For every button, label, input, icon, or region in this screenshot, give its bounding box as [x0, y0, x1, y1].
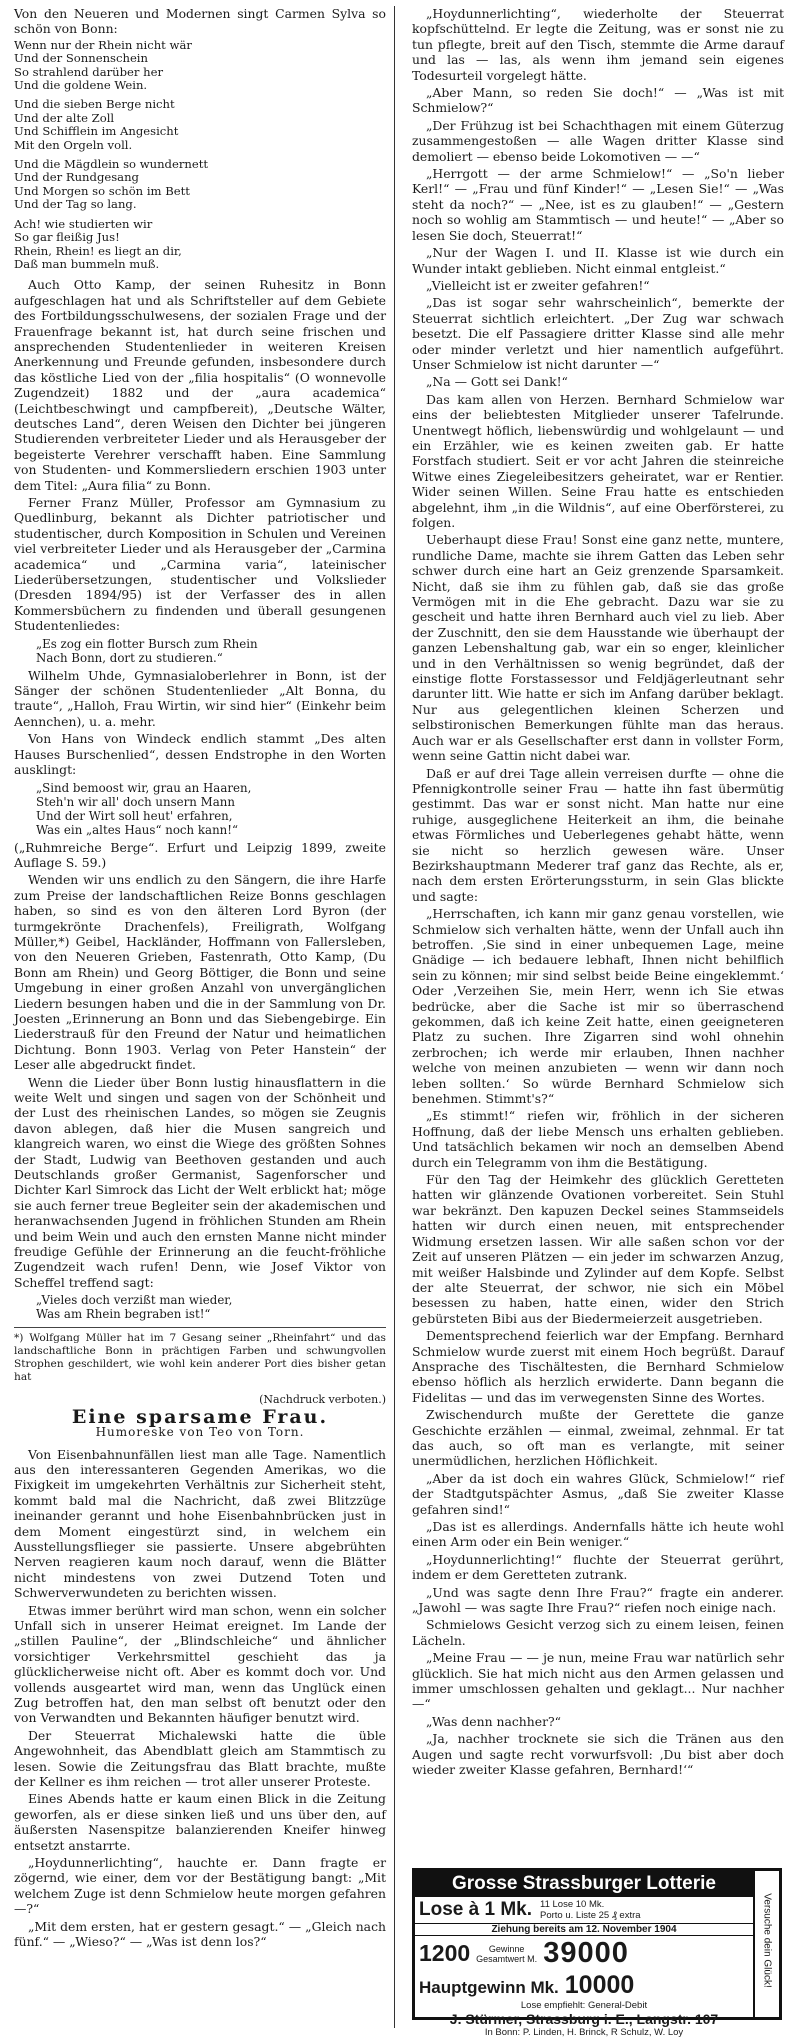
- quote: [36, 637, 386, 665]
- paragraph: „Ja, nachher trocknete sie sich die Tränen aus den Augen und sagte recht vorwurfsvoll: ‚Du bist aber doch wieder zweiter Klasse gefahren, Bernhard!‘“: [412, 1731, 784, 1778]
- ad-local-agents: In Bonn: P. Linden, H. Brinck, R Schulz, W. Loy: [484, 2027, 684, 2038]
- paragraph: „Herrgott — der arme Schmielow!“ — „So'n lieber Kerl!“ — „Frau und fünf Kinder!“ — „Lesen Sie!“ — „Was steht da noch?“ — „Nee, ist es zu glauben!“ — „Gestern noch so wohlig am Stammtisch — und heute!“ — „Aber so lesen Sie doch, Steuerrat!“: [412, 166, 784, 243]
- poem-line: Und der Sonnenschein: [14, 51, 148, 66]
- paragraph: „Aber da ist doch ein wahres Glück, Schmielow!“ rief der Stadtgutspächter Asmus, „daß Sie zweiter Klasse gefahren sind!“: [412, 1470, 784, 1517]
- paragraph: Wilhelm Uhde, Gymnasialoberlehrer in Bonn, ist der Sänger der schönen Studentenlieder „Alt Bonna, du traute“, „Halloh, Frau Wirtin, wir sind hier“ (Einkehr beim Aennchen), u. a. mehr.: [14, 667, 386, 729]
- paragraph: Das kam allen von Herzen. Bernhard Schmielow war eins der beliebtesten Mitglieder unserer Tafelrunde. Unentwegt höflich, liebenswürdig und wohlgelaunt — und ein Erzähler, wie es keinen zweiten gab. Er hatte Forstfach studiert. Seit er vor acht Jahren die steinreiche Witwe eines Ziegeleibesitzers geheiratet, war er Rentier. Wider seinen Willen. Seine Frau hatte es entschieden abgelehnt, ihm „in die Wildnis“, auf eine Oberförsterei, zu folgen.: [412, 391, 784, 530]
- right-column: [412, 6, 784, 1780]
- paragraph: Schmielows Gesicht verzog sich zu einem leisen, feinen Lächeln.: [412, 1617, 784, 1648]
- paragraph: Von den Neueren und Modernen singt Carmen Sylva so schön von Bonn:: [14, 6, 386, 37]
- paragraph: Dementsprechend feierlich war der Empfang. Bernhard Schmielow wurde zuerst mit einem Hoch begrüßt. Darauf Ansprache des Tischältesten, die Bernhard Schmielow ebenso höflich als herzlich erwiderte. Dann begann die Fidelitas — und das im verwegensten Sinne des Wortes.: [412, 1328, 784, 1405]
- paragraph: „Was denn nachher?“: [426, 1713, 561, 1729]
- poem-stanza: [14, 218, 386, 272]
- poem-carmen-sylva: [14, 39, 386, 272]
- ad-main-prize-row: [415, 1971, 753, 2000]
- ad-draw-date: Ziehung bereits am 12. November 1904: [415, 1923, 753, 1936]
- paragraph: „Vielleicht ist er zweiter gefahren!“: [426, 277, 650, 293]
- paragraph: „Hoydunnerlichting!“ fluchte der Steuerrat gerührt, indem er dem Geretteten zutrank.: [412, 1551, 784, 1583]
- column-rule: [394, 6, 395, 2028]
- ad-prize-label: [476, 1944, 537, 1964]
- lottery-advertisement: [412, 1868, 782, 2038]
- ad-side-text: Versuche dein Glück!: [761, 1893, 773, 1988]
- ad-gesamtwert: Gesamtwert M.: [476, 1953, 538, 1964]
- quote-line: Und der Wirt soll heut' erfahren,: [36, 808, 233, 823]
- poem-line: Daß man bummeln muß.: [14, 256, 160, 271]
- poem-stanza: [14, 98, 386, 152]
- quote-line: „Vieles doch verzißt man wieder,: [36, 1293, 233, 1308]
- ad-header: Grosse Strassburger Lotterie: [415, 1871, 753, 1897]
- poem-line: So strahlend darüber her: [14, 64, 164, 79]
- paragraph: „Hoydunnerlichting“, wiederholte der Steuerrat kopfschüttelnd. Er legte die Zeitung, was er sonst nie zu tun pflegte, breit auf den Tisch, stemmte die Arme darauf und las — las, als wenn ihm jemand sein eigenes Todesurteil vorgelegt hätte.: [412, 6, 784, 83]
- ad-side-slogan: [753, 1871, 779, 2017]
- story-subtitle: Humoreske von Teo von Torn.: [95, 1425, 305, 1440]
- paragraph: „Herrschaften, ich kann mir ganz genau vorstellen, wie Schmielow sich verhalten hätte, wenn der Unfall auch ihn betroffen. ‚Sie sind in einer unbequemen Lage, meine Gnädige — ich bedauere lebhaft, Ihnen nicht behilflich sein zu können; mir sind selbst beide Beine eingeklemmt.‘ Oder ‚Verzeihen Sie, mein Herr, wenn ich Sie etwas bedrücke, aber die Sache ist mir so überraschend gekommen, daß ich keine Zeit hatte, einen geeigneteren Platz zu suchen. Ihre Zigarren sind wohl ohnehin zerbrochen; ich werde mir erlauben, Ihnen nachher welche von meinen anzubieten — wenn wir dann noch leben sollten.‘ So würde Bernhard Schmielow sich benehmen. Stimmt's?“: [412, 906, 784, 1107]
- paragraph: Von Eisenbahnunfällen liest man alle Tage. Namentlich aus den interessanteren Gegenden Amerikas, wo die Fixigkeit im umgekehrten Verhältnis zur Sicherheit steht, kommt bald mal die Nachricht, daß zwei Blitzzüge ineinander gerannt und hohe Eisenbahnbrücken just in dem Moment eingestürzt sind, in welchem ein Ausstellungsflieger sie passierte. Unsere abgebrühten Nerven reagieren kaum noch darauf, wenn die Blätter nicht mindestens von zwei Dutzend Toten und Schwerverwundeten zu berichten wissen.: [14, 1446, 386, 1601]
- paragraph: Eines Abends hatte er kaum einen Blick in die Zeitung geworfen, als er diese sinken ließ und uns über den, auf äußersten Nasenspitze balanzierenden Kneifer hinweg entsetzt anstarrte.: [14, 1791, 386, 1853]
- ad-main-prize-label: Hauptgewinn Mk.: [419, 1978, 559, 1997]
- paragraph: „Meine Frau — — je nun, meine Frau war natürlich sehr glücklich. Sie hat mich nicht aus den Armen gelassen und immer umschlossen gehalten und geklagt... Nur nachher —“: [412, 1650, 784, 1712]
- paragraph: „Hoydunnerlichting“, hauchte er. Dann fragte er zögernd, wie einer, dem vor der Bestätigung bangt: „Mit welchem Zuge ist denn Schmielow heute morgen gefahren —?“: [14, 1855, 386, 1917]
- paragraph: „Der Frühzug ist bei Schachthagen mit einem Güterzug zusammengestoßen — alle Wagen dritter Klasse sind demoliert — ebenso beide Lokomotiven — —“: [412, 117, 784, 164]
- paragraph: Für den Tag der Heimkehr des glücklich Geretteten hatten wir glänzende Ovationen vorbereitet. Sein Stuhl war bekränzt. Den kapuzen Deckel seines Stammseidels hatten wir durch einen neuen, mit entsprechender Widmung ersetzen lassen. Wir alle saßen schon vor der Zeit auf unseren Plätzen — ein jeder im schwarzen Anzug, mit weißer Halsbinde und Zylinder auf dem Kopfe. Selbst der alte Steuerrat, der schwor, nie sich ein Möbel besessen zu haben, hatte einen, wider den Strich gebürsteten Bibi aus der Biedermeierzeit ausgetrieben.: [412, 1172, 784, 1326]
- paragraph: „Aber Mann, so reden Sie doch!“ — „Was ist mit Schmielow?“: [412, 85, 784, 116]
- footnote-separator: [14, 1327, 386, 1328]
- poem-line: Und die Mägdlein so wundernett: [14, 157, 209, 172]
- poem-line: Rhein, Rhein! es liegt an dir,: [14, 243, 182, 258]
- poem-line: Wenn nur der Rhein nicht wär: [14, 37, 192, 52]
- paragraph: Der Steuerrat Michalewski hatte die üble Angewohnheit, das Abendblatt gleich am Stammtisch zu lesen. Sowie die Zeitungsfrau das Blatt brachte, mußte der Kellner es ihm reichen — trot aller unserer Proteste.: [14, 1727, 386, 1790]
- ad-lose-price: Lose à 1 Mk.: [419, 1899, 532, 1920]
- paragraph: Etwas immer berührt wird man schon, wenn ein solcher Unfall sich in unserer Heimat ereignet. Im Lande der „stillen Pauline“, der „Blindschleiche“ und ähnlicher vorsichtiger Verkehrsmittel geschieht das ja glücklicherweise nicht oft. Aber es kommt doch vor. Und vollends ausgeartet wird man, wenn das Unglück einen Zug betroffen hat, den man selbst oft benutzt oder den von Verwandten und Bekannten häufiger benutzt wird.: [14, 1602, 386, 1726]
- ad-main-prize-value: 10000: [564, 1971, 635, 1999]
- quote: [36, 1293, 386, 1321]
- footnote: *) Wolfgang Müller hat im 7 Gesang seiner „Rheinfahrt“ und das landschaftliche Bonn in prächtigen Farben und schwungvollen Strophen geschildert, wie wohl kein anderer Port dies bisher getan hat: [14, 1332, 386, 1384]
- quote-line: „Sind bemoost wir, grau an Haaren,: [36, 780, 252, 795]
- poem-stanza: [14, 39, 386, 93]
- paragraph: „Na — Gott sei Dank!“: [426, 374, 568, 390]
- paragraph: Auch Otto Kamp, der seinen Ruhesitz in Bonn aufgeschlagen hat und als Schriftsteller auf dem Gebiete des Fortbildungsschulwesens, der sozialen Frage und der Frauenfrage bekannt ist, hat durch seine frischen und ansprechenden Studentenlieder in weiteren Kreisen Anerkennung und Freunde gefunden, insbesondere durch das köstliche Lied von der „filia hospitalis“ (O wonnevolle Zugendzeit) 1882 und der „aura academica“ (Leichtbeschwingt und campfbereit), „Deutsche Wälter, deutsches Land“, deren Weisen den Dichter bei jüngeren Studierenden verbreiteter Lieder und als Herausgeber der begeisterte Verehrer verschafft haben. Eine Sammlung von Studenten- und Kommersliedern erschien 1903 unter dem Titel: „Aura filia“ zu Bonn.: [14, 277, 386, 493]
- poem-line: Und der Tag so lang.: [14, 197, 137, 212]
- poem-line: So gar fleißig Jus!: [14, 230, 120, 245]
- ad-price-row: [415, 1897, 753, 1923]
- ad-recommended: Lose empfiehlt: General-Debit: [520, 2000, 648, 2011]
- story-title: Eine sparsame Frau.: [71, 1405, 329, 1428]
- paragraph: „Das ist es allerdings. Andernfalls hätte ich heute wohl einen Arm oder ein Bein weniger.“: [412, 1519, 784, 1550]
- paragraph: Von Hans von Windeck endlich stammt „Des alten Hauses Burschenlied“, dessen Endstrophe in den Worten ausklingt:: [14, 731, 386, 778]
- paragraph: Wenn die Lieder über Bonn lustig hinausflattern in die weite Welt und singen und sagen von der Schönheit und der Lust des rheinischen Landes, so mögen sie Zeugnis davon ablegen, daß hier die Musen sangreich und klangreich waren, wo einst die Wiege des größten Sohnes der Stadt, Ludwig van Beethoven gestanden und auch Deutschlands großer Germanist, Sagenforscher und Dichter Karl Simrock das Licht der Welt erblickt hat; möge sie auch ferner treue Begleiter sein der akademischen und heranwachsenden Jugend in fröhlichen Stunden am Rhein und beim Wein und auch den ernsten Manne nicht minder freudige Gefühle der Erinnerung an die feucht-fröhliche Zugendzeit wach rufen! Denn, wie Josef Viktor von Scheffel treffend sagt:: [14, 1074, 386, 1290]
- ad-price-details: [540, 1899, 641, 1921]
- poem-line: Und Morgen so schön im Bett: [14, 183, 190, 198]
- poem-stanza: [14, 158, 386, 212]
- poem-line: Mit den Orgeln voll.: [14, 137, 133, 152]
- paragraph: „Mit dem ersten, hat er gestern gesagt.“ — „Gleich nach fünf.“ — „Wieso?“ — „Was ist denn los?“: [14, 1918, 386, 1950]
- reprint-notice: (Nachdruck verboten.): [259, 1393, 386, 1407]
- paragraph: „Und was sagte denn Ihre Frau?“ fragte ein anderer. „Jawohl — was sagte Ihre Frau?“ riefen noch einige nach.: [412, 1584, 784, 1616]
- paragraph: Daß er auf drei Tage allein verreisen durfte — ohne die Pfennigkontrolle seiner Frau — hatte ihn fast übermütig gestimmt. Das war er sonst nicht. Man hatte nur eine ruhige, ausgeglichene Heiterkeit an ihm, die beinahe etwas Förmliches und Ueberlegenes gehabt hätte, wenn sie nicht so herzlich gewesen wäre. Unser Bezirkshauptmann Mederer traf ganz das Rechte, als er, nach dem ersten Erörterungssturm, in sein Glas blickte und sagte:: [412, 765, 784, 904]
- ad-prizes-row: [415, 1936, 753, 1971]
- paragraph: Wenden wir uns endlich zu den Sängern, die ihre Harfe zum Preise der landschaftlichen Reize Bonns geschlagen haben, so sind es von den älteren Lord Byron (der turmgekrönte Drachenfels), Freiligrath, Wolfgang Müller,*) Geibel, Hackländer, Hoffmann von Fallersleben, von den Neueren Grieben, Fastenrath, Otto Kamp, (Du Bonn am Rhein) und Georg Böttiger, die Bonn und seine Umgebung in einer großen Anzahl von unvergänglichen Liedern besungen haben und die in der Sammlung von Dr. Joesten „Erinnerung an Bonn und das Siebengebirge. Ein Liederstrauß für den Freund der Natur und heimatlichen Dichtung. Bonn 1903. Verlag von Peter Hanstein“ der Leser alle abgedruckt findet.: [14, 872, 386, 1073]
- paragraph: Ueberhaupt diese Frau! Sonst eine ganz nette, muntere, rundliche Dame, machte sie ihrem Gatten das Leben sehr schwer durch eine hart an Geiz grenzende Sparsamkeit. Nicht, daß sie ihm zu fühlen gab, daß sie das große Vermögen mit in die Ehe gebracht. Dazu war sie zu gescheit und hatte ihren Bernhard auch viel zu lieb. Aber der Zuschnitt, den sie dem Hausstande wie überhaupt der ganzen Lebenshaltung gab, war ein so enger, kleinlicher und in den Verhältnissen so wenig begründet, daß der einstige flotte Forstassessor und Feldjägerleutnant sehr darunter litt. Wie hatte er sich im Anfang darüber beklagt. Nur aus gelegentlichen kleinen Scherzen und selbstironischen Bemerkungen fühlte man das heraus. Auch war er als Gesellschafter erst dann in vollster Form, wenn seine Gattin nicht dabei war.: [412, 532, 784, 764]
- paragraph: („Ruhmreiche Berge“. Erfurt und Leipzig 1899, zweite Auflage S. 59.): [14, 839, 386, 870]
- quote: [36, 781, 386, 837]
- ad-prize-count: 1200: [419, 1940, 471, 1966]
- poem-line: Ach! wie studierten wir: [14, 216, 153, 231]
- paragraph: Zwischendurch mußte der Gerettete die ganze Geschichte erzählen — einmal, zweimal, zehnmal. Er tat das auch, so oft man es verlangte, mit seiner unermüdlichen, herzlichen Höflichkeit.: [412, 1407, 784, 1469]
- poem-line: Und die sieben Berge nicht: [14, 97, 175, 112]
- poem-line: Und der Rundgesang: [14, 170, 139, 185]
- quote-line: Steh'n wir all' doch unsern Mann: [36, 794, 235, 809]
- poem-line: Und der alte Zoll: [14, 110, 115, 125]
- left-column: [14, 6, 386, 1952]
- poem-line: Und Schifflein im Angesicht: [14, 124, 179, 139]
- ad-gewinne: Gewinne: [488, 1943, 525, 1954]
- quote-line: Was ein „altes Haus“ noch kann!“: [36, 822, 239, 837]
- ad-firm: J. Stürmer, Strassburg i. E., Langstr. 107: [449, 2011, 719, 2027]
- paragraph: „Das ist sogar sehr wahrscheinlich“, bemerkte der Steuerrat sichtlich erleichtert. „Der Zug war schwach besetzt. Die elf Passagiere dritter Klasse sind alle mehr oder minder verletzt und hier namentlich aufgeführt. Unser Schmielow ist nicht darunter —“: [412, 295, 784, 372]
- quote-line: Was am Rhein begraben ist!“: [36, 1307, 211, 1322]
- paragraph: „Nur der Wagen I. und II. Klasse ist wie durch ein Wunder intakt geblieben. Nicht einmal entgleist.“: [412, 245, 784, 276]
- ad-total-value: 39000: [543, 1937, 629, 1969]
- poem-line: Und die goldene Wein.: [14, 78, 148, 93]
- paragraph: „Es stimmt!“ riefen wir, fröhlich in der sicheren Hoffnung, daß der liebe Mensch uns erhalten geblieben. Und tatsächlich bekamen wir noch an demselben Abend durch ein Telegramm von ihm die Bestätigung.: [412, 1108, 784, 1170]
- ad-postage: Porto u. Liste 25 ₰ extra: [540, 1910, 641, 1921]
- quote-line: „Es zog ein flotter Bursch zum Rhein: [36, 636, 258, 651]
- ad-bundle-price: 11 Lose 10 Mk.: [540, 1899, 605, 1910]
- paragraph: Ferner Franz Müller, Professor am Gymnasium zu Quedlinburg, bekannt als Dichter patriotischer und studentischer, durch Komposition in Schulen und Vereinen viel verbreiteter Lieder und als Herausgeber der „Carmina academica“ und „Carmina varia“, lateinischer Liederübersetzungen, studentischer und Volkslieder (Dresden 1894/95) ist der Verfasser des in allen Kommersbüchern zu findenden und überall gesungenen Studentenliedes:: [14, 495, 386, 634]
- quote-line: Nach Bonn, dort zu studieren.“: [36, 650, 223, 665]
